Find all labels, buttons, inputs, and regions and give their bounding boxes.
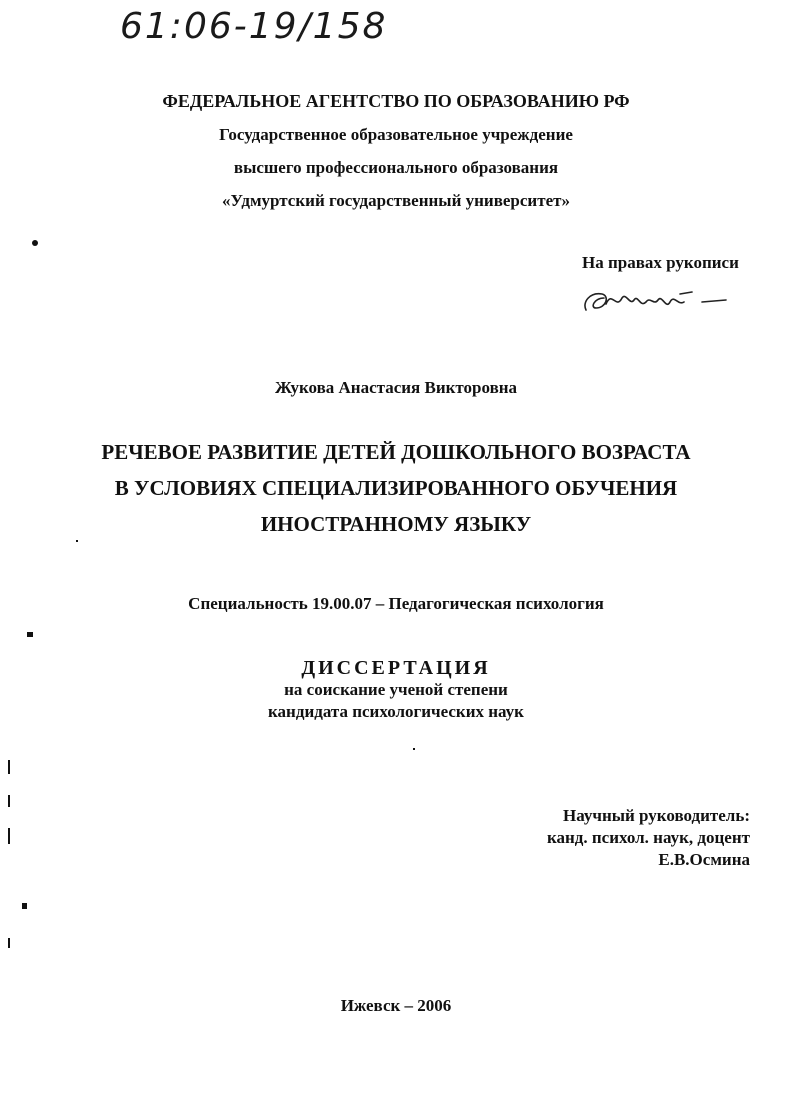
institution-line-2: высшего профессионального образования — [233, 158, 559, 177]
archive-code-handwritten: 61:06-19/158 — [120, 6, 388, 47]
specialty: Специальность 19.00.07 – Педагогическая психология — [188, 594, 604, 613]
dissertation-heading: ДИССЕРТАЦИЯ — [301, 657, 491, 679]
scan-speck — [27, 632, 33, 637]
title-line-1: РЕЧЕВОЕ РАЗВИТИЕ ДЕТЕЙ ДОШКОЛЬНОГО ВОЗРАСТА — [101, 440, 691, 464]
dissertation-degree-line-1: на соискание ученой степени — [284, 680, 508, 699]
title-line-3: ИНОСТРАННОМУ ЯЗЫКУ — [260, 512, 532, 536]
supervisor-name: Е.В.Осмина — [658, 850, 750, 869]
scan-speck — [413, 748, 415, 750]
scan-speck — [8, 938, 10, 948]
supervisor-degree: канд. психол. наук, доцент — [546, 828, 750, 847]
scan-speck — [8, 760, 10, 774]
institution-line-1: Государственное образовательное учреждение — [219, 125, 573, 144]
dissertation-degree-line-2: кандидата психологических наук — [268, 702, 524, 721]
author-name: Жукова Анастасия Викторовна — [274, 378, 518, 397]
scan-speck — [76, 540, 78, 542]
scan-speck — [22, 903, 27, 909]
institution-line-3: «Удмуртский государственный университет» — [222, 191, 570, 210]
scan-speck — [8, 795, 10, 807]
supervisor-label: Научный руководитель: — [563, 806, 750, 825]
agency-name: ФЕДЕРАЛЬНОЕ АГЕНТСТВО ПО ОБРАЗОВАНИЮ РФ — [162, 91, 630, 111]
author-signature — [580, 280, 730, 322]
title-line-2: В УСЛОВИЯХ СПЕЦИАЛИЗИРОВАННОГО ОБУЧЕНИЯ — [114, 476, 678, 500]
scan-speck — [32, 240, 38, 246]
scan-speck — [8, 828, 10, 844]
city-year: Ижевск – 2006 — [340, 996, 452, 1015]
manuscript-note: На правах рукописи — [582, 253, 739, 272]
